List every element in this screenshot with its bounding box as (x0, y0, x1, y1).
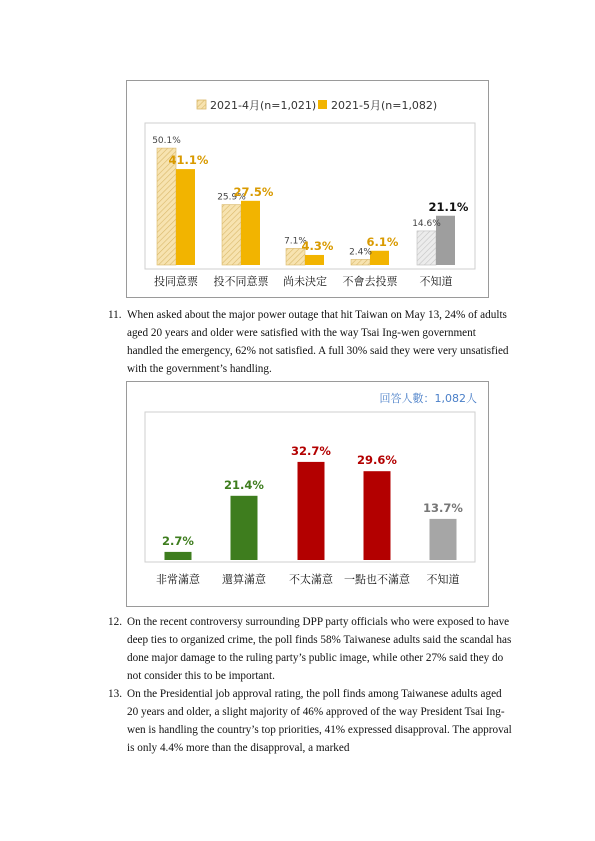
legend-label-april: 2021-4月(n=1,021) (210, 99, 317, 112)
bar (364, 471, 391, 560)
category-label: 非常滿意 (156, 573, 200, 586)
data-label-april: 14.6% (412, 218, 441, 229)
paragraph-text: On the recent controversy surrounding DPP party officials who were exposed to have deep ties to organized crime, the poll finds 58% Taiwanese adults said the scandal has done major damage to the ruling party’s public image, while other 27% said they do not consider this to be important. (127, 616, 512, 683)
data-label-may: 41.1% (168, 153, 209, 168)
referendum-vote-chart (126, 80, 489, 298)
paragraph-13 (108, 685, 512, 757)
paragraph-number: 12. (108, 616, 122, 628)
data-label-april: 50.1% (152, 136, 181, 147)
chart-legend (197, 99, 437, 112)
category-label: 不會去投票 (342, 275, 398, 288)
bar (231, 496, 258, 560)
bar-april (417, 231, 436, 265)
data-label-april: 2.4% (349, 247, 372, 258)
bar-april (351, 259, 370, 265)
category-label: 還算滿意 (222, 573, 266, 586)
category-label: 不知道 (426, 573, 460, 586)
category-label: 投不同意票 (213, 275, 269, 288)
data-label: 21.4% (224, 477, 264, 492)
paragraph-text: On the Presidential job approval rating, the poll finds among Taiwanese adults aged 20 years and older, a slight majority of 46% approved of the way President Tsai Ing-wen is handling the country’s top priorities, 41% expressed disapproval. The approval is only 4.4% more than the disapproval, a marked (127, 688, 512, 755)
legend-swatch-may (318, 100, 327, 109)
power-outage-satisfaction-chart (126, 381, 489, 607)
bar (430, 519, 457, 560)
satisfaction-svg (127, 382, 488, 606)
bar-may (176, 169, 195, 265)
paragraph-11 (108, 306, 508, 380)
bar-may (305, 255, 324, 265)
referendum-vote-svg (127, 81, 488, 297)
category-label: 一點也不滿意 (344, 573, 410, 586)
data-label: 32.7% (291, 443, 331, 458)
bar-april (222, 205, 241, 265)
paragraph-number: 11. (108, 309, 122, 321)
data-label-april: 25.9% (217, 192, 246, 203)
paragraph-text: When asked about the major power outage that hit Taiwan on May 13, 24% of adults aged 20 years and older were satisfied with the way Tsai Ing-wen government handled the emergency, 62% not satisfied. A full 30% said they were very unsatisfied with the government’s handling. (127, 309, 509, 376)
data-label-may: 4.3% (301, 238, 334, 253)
category-label: 不知道 (419, 275, 453, 288)
data-label-april: 7.1% (284, 236, 307, 247)
bar (165, 552, 192, 560)
bar-may (370, 251, 389, 265)
category-label: 不太滿意 (289, 573, 333, 586)
data-label: 2.7% (162, 533, 194, 548)
data-label: 29.6% (357, 453, 397, 468)
category-label: 投同意票 (154, 275, 198, 288)
category-label: 尚未決定 (283, 275, 327, 288)
legend-label-may: 2021-5月(n=1,082) (331, 99, 438, 112)
bar-may (241, 201, 260, 265)
data-label-may: 27.5% (233, 184, 274, 199)
paragraph-12 (108, 613, 512, 685)
data-label-may: 21.1% (428, 199, 469, 214)
data-label: 13.7% (423, 500, 463, 515)
respondent-count-annotation: 回答人數：1,082人 (379, 392, 477, 405)
data-label-may: 6.1% (366, 234, 399, 249)
paragraph-number: 13. (108, 688, 122, 700)
legend-swatch-april (197, 100, 206, 109)
bar (298, 462, 325, 560)
